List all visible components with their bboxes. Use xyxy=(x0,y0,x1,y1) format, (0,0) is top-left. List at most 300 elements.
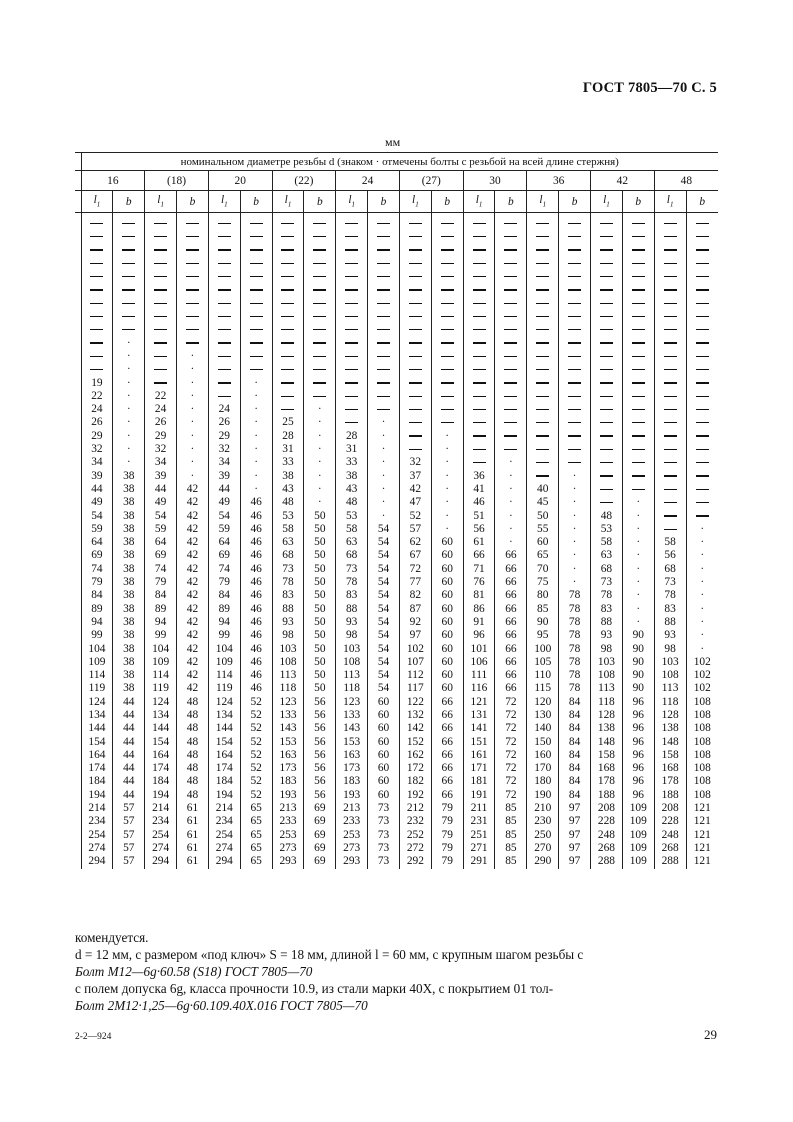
b-cell: 48 xyxy=(177,789,209,802)
l1-cell: 110 xyxy=(527,669,559,682)
dash-mark xyxy=(536,289,549,290)
dash-mark xyxy=(154,316,167,317)
l1-cell xyxy=(463,297,495,310)
b-cell: 50 xyxy=(304,523,336,536)
b-cell: 72 xyxy=(495,789,527,802)
b-cell: · xyxy=(240,377,272,390)
l1-cell: 173 xyxy=(272,762,304,775)
l1-cell: 22 xyxy=(145,390,177,403)
l1-cell: 40 xyxy=(527,483,559,496)
l1-cell: 154 xyxy=(81,736,113,749)
b-cell: 42 xyxy=(177,656,209,669)
dash-mark xyxy=(473,382,486,383)
b-cell: 73 xyxy=(368,855,400,868)
b-cell: 57 xyxy=(113,802,145,815)
dash-mark xyxy=(409,422,422,423)
b-cell: 66 xyxy=(495,589,527,602)
l1-cell: 234 xyxy=(81,815,113,828)
l1-cell: 144 xyxy=(81,722,113,735)
l1-cell: 73 xyxy=(654,576,686,589)
l1-cell xyxy=(591,390,623,403)
b-cell xyxy=(559,283,591,296)
dash-mark xyxy=(568,356,581,357)
dash-mark xyxy=(536,409,549,410)
b-cell: 90 xyxy=(622,682,654,695)
dash-mark xyxy=(473,276,486,277)
dash-mark xyxy=(568,422,581,423)
l1-cell: 50 xyxy=(527,510,559,523)
b-cell xyxy=(495,213,527,231)
b-cell: · xyxy=(304,483,336,496)
l1-cell xyxy=(654,510,686,523)
b-cell xyxy=(304,310,336,323)
dash-mark xyxy=(122,303,135,304)
b-cell xyxy=(622,283,654,296)
b-cell: 60 xyxy=(368,775,400,788)
table-row xyxy=(75,589,718,602)
l1-cell: 88 xyxy=(654,616,686,629)
l1-cell: 119 xyxy=(81,682,113,695)
l1-cell xyxy=(463,443,495,456)
dash-mark xyxy=(473,449,486,450)
dash-mark xyxy=(313,303,326,304)
dash-mark xyxy=(504,342,517,343)
dash-mark xyxy=(600,502,613,503)
l1-cell: 98 xyxy=(336,629,368,642)
b-cell: · xyxy=(622,523,654,536)
b-cell xyxy=(304,377,336,390)
b-cell: 44 xyxy=(113,789,145,802)
dash-mark xyxy=(600,356,613,357)
b-cell: 66 xyxy=(495,656,527,669)
l1-cell xyxy=(527,377,559,390)
l1-cell: 124 xyxy=(145,696,177,709)
b-cell xyxy=(495,310,527,323)
b-cell: 38 xyxy=(113,629,145,642)
l1-cell xyxy=(145,297,177,310)
dash-mark xyxy=(218,263,231,264)
l1-cell xyxy=(591,310,623,323)
b-cell xyxy=(240,230,272,243)
l1-cell: 213 xyxy=(336,802,368,815)
l1-cell: 36 xyxy=(463,470,495,483)
dash-mark xyxy=(345,263,358,264)
table-row xyxy=(75,603,718,616)
dash-mark xyxy=(186,289,199,290)
dash-mark xyxy=(504,369,517,370)
l1-cell: 68 xyxy=(654,563,686,576)
dash-mark xyxy=(313,396,326,397)
l1-cell: 54 xyxy=(208,510,240,523)
b-cell xyxy=(368,337,400,350)
b-cell xyxy=(495,443,527,456)
l1-cell xyxy=(463,310,495,323)
b-cell: 38 xyxy=(113,682,145,695)
b-cell: 54 xyxy=(368,536,400,549)
dash-mark xyxy=(696,223,709,224)
b-cell: 44 xyxy=(113,736,145,749)
l1-cell: 51 xyxy=(463,510,495,523)
l1-cell: 84 xyxy=(81,589,113,602)
dash-mark xyxy=(536,249,549,250)
col-b-header: b xyxy=(304,191,336,213)
b-cell: 108 xyxy=(686,762,718,775)
col-l1-header: $l_1$ xyxy=(527,191,559,213)
l1-cell: 228 xyxy=(591,815,623,828)
dash-mark xyxy=(473,369,486,370)
b-cell xyxy=(368,323,400,336)
dash-mark xyxy=(536,422,549,423)
b-cell: 66 xyxy=(431,749,463,762)
l1-cell xyxy=(654,403,686,416)
dash-mark xyxy=(186,303,199,304)
b-cell: 121 xyxy=(686,829,718,842)
dash-mark xyxy=(409,236,422,237)
l1-cell: 32 xyxy=(81,443,113,456)
b-cell xyxy=(686,416,718,429)
dash-mark xyxy=(345,276,358,277)
dash-mark xyxy=(664,303,677,304)
b-cell: · xyxy=(113,390,145,403)
b-cell xyxy=(368,403,400,416)
dash-mark xyxy=(250,356,263,357)
b-cell xyxy=(431,323,463,336)
b-cell: 78 xyxy=(559,629,591,642)
table-row xyxy=(75,669,718,682)
l1-cell: 53 xyxy=(336,510,368,523)
dash-mark xyxy=(154,263,167,264)
dash-mark xyxy=(536,356,549,357)
l1-cell xyxy=(654,523,686,536)
b-cell: · xyxy=(431,510,463,523)
b-cell: 121 xyxy=(686,842,718,855)
dash-mark xyxy=(441,289,454,290)
l1-cell: 234 xyxy=(208,815,240,828)
b-cell: 72 xyxy=(495,762,527,775)
b-cell: 60 xyxy=(431,536,463,549)
l1-cell: 274 xyxy=(81,842,113,855)
l1-cell xyxy=(81,323,113,336)
l1-cell: 32 xyxy=(145,443,177,456)
table-caption: номинальном диаметре резьбы d (знаком · отмечены болты с резьбой на всей длине стержня) xyxy=(81,153,718,171)
dash-mark xyxy=(568,303,581,304)
b-cell: · xyxy=(177,443,209,456)
b-cell: 66 xyxy=(495,616,527,629)
l1-cell: 63 xyxy=(272,536,304,549)
l1-cell xyxy=(145,323,177,336)
dash-mark xyxy=(122,329,135,330)
dash-mark xyxy=(313,236,326,237)
b-cell: 38 xyxy=(113,589,145,602)
b-cell: · xyxy=(368,470,400,483)
b-cell: 56 xyxy=(304,775,336,788)
l1-cell xyxy=(145,310,177,323)
b-cell: · xyxy=(240,430,272,443)
b-cell xyxy=(431,244,463,257)
l1-cell xyxy=(208,390,240,403)
l1-cell: 34 xyxy=(208,456,240,469)
b-cell: 44 xyxy=(113,762,145,775)
b-cell: 65 xyxy=(240,829,272,842)
l1-cell xyxy=(272,283,304,296)
dash-mark xyxy=(281,289,294,290)
l1-cell: 268 xyxy=(654,842,686,855)
l1-cell: 150 xyxy=(527,736,559,749)
dash-mark xyxy=(473,462,486,463)
dash-mark xyxy=(473,303,486,304)
b-cell: 60 xyxy=(368,789,400,802)
b-cell: · xyxy=(240,416,272,429)
dash-mark xyxy=(154,356,167,357)
b-cell xyxy=(622,244,654,257)
l1-cell xyxy=(399,323,431,336)
b-cell: · xyxy=(622,589,654,602)
l1-cell: 48 xyxy=(336,496,368,509)
dash-mark xyxy=(409,223,422,224)
b-cell xyxy=(431,416,463,429)
dash-mark xyxy=(218,342,231,343)
dash-mark xyxy=(345,236,358,237)
b-cell xyxy=(113,257,145,270)
b-cell xyxy=(177,310,209,323)
l1-cell xyxy=(399,416,431,429)
l1-cell xyxy=(591,363,623,376)
dash-mark xyxy=(441,263,454,264)
l1-cell: 122 xyxy=(399,696,431,709)
dash-mark xyxy=(568,236,581,237)
dash-mark xyxy=(536,303,549,304)
b-cell: · xyxy=(431,523,463,536)
table-row xyxy=(75,789,718,802)
dash-mark xyxy=(441,422,454,423)
l1-cell xyxy=(336,323,368,336)
l1-cell xyxy=(399,350,431,363)
b-cell: 38 xyxy=(113,496,145,509)
l1-cell xyxy=(527,416,559,429)
dash-mark xyxy=(345,409,358,410)
dash-mark xyxy=(664,356,677,357)
l1-cell: 143 xyxy=(336,722,368,735)
dash-mark xyxy=(696,449,709,450)
l1-cell: 86 xyxy=(463,603,495,616)
l1-cell: 104 xyxy=(208,643,240,656)
b-cell: 46 xyxy=(240,576,272,589)
b-cell xyxy=(431,390,463,403)
l1-cell xyxy=(272,363,304,376)
dash-mark xyxy=(664,422,677,423)
b-cell xyxy=(559,297,591,310)
l1-cell: 83 xyxy=(272,589,304,602)
dash-mark xyxy=(90,369,103,370)
l1-cell: 271 xyxy=(463,842,495,855)
l1-cell: 79 xyxy=(208,576,240,589)
dash-mark xyxy=(377,316,390,317)
l1-cell: 210 xyxy=(527,802,559,815)
l1-cell: 29 xyxy=(81,430,113,443)
l1-cell: 133 xyxy=(272,709,304,722)
dash-mark xyxy=(696,356,709,357)
b-cell: · xyxy=(368,430,400,443)
b-cell xyxy=(622,377,654,390)
l1-cell: 93 xyxy=(654,629,686,642)
l1-cell: 102 xyxy=(399,643,431,656)
l1-cell: 158 xyxy=(591,749,623,762)
b-cell xyxy=(113,230,145,243)
b-cell xyxy=(686,213,718,231)
l1-cell: 53 xyxy=(591,523,623,536)
l1-cell: 171 xyxy=(463,762,495,775)
dash-mark xyxy=(600,449,613,450)
l1-cell: 268 xyxy=(591,842,623,855)
dash-mark xyxy=(441,342,454,343)
l1-cell xyxy=(654,483,686,496)
b-cell: 66 xyxy=(495,682,527,695)
b-cell: 108 xyxy=(686,775,718,788)
l1-cell: 270 xyxy=(527,842,559,855)
dash-mark xyxy=(90,356,103,357)
b-cell xyxy=(495,270,527,283)
l1-cell xyxy=(208,350,240,363)
l1-cell: 168 xyxy=(654,762,686,775)
b-cell: 85 xyxy=(495,855,527,868)
table-row xyxy=(75,709,718,722)
dash-mark xyxy=(696,435,709,436)
b-cell xyxy=(177,230,209,243)
b-cell xyxy=(686,377,718,390)
dash-mark xyxy=(632,249,645,250)
l1-cell: 213 xyxy=(272,802,304,815)
dash-mark xyxy=(568,449,581,450)
l1-cell: 233 xyxy=(272,815,304,828)
b-cell: · xyxy=(686,563,718,576)
dash-mark xyxy=(473,236,486,237)
dash-mark xyxy=(90,276,103,277)
b-cell: 60 xyxy=(431,589,463,602)
b-cell xyxy=(240,283,272,296)
b-cell: · xyxy=(431,470,463,483)
l1-cell xyxy=(591,213,623,231)
l1-cell: 103 xyxy=(654,656,686,669)
l1-cell: 113 xyxy=(654,682,686,695)
l1-cell: 252 xyxy=(399,829,431,842)
l1-cell: 57 xyxy=(399,523,431,536)
dash-mark xyxy=(377,236,390,237)
l1-cell: 118 xyxy=(336,682,368,695)
dash-mark xyxy=(504,276,517,277)
dash-mark xyxy=(473,289,486,290)
b-cell: 57 xyxy=(113,815,145,828)
b-cell: 56 xyxy=(304,709,336,722)
l1-cell xyxy=(399,363,431,376)
dash-mark xyxy=(600,475,613,476)
table-row xyxy=(75,855,718,868)
b-cell: 69 xyxy=(304,802,336,815)
b-cell: · xyxy=(177,470,209,483)
b-cell: 54 xyxy=(368,576,400,589)
l1-cell xyxy=(336,350,368,363)
l1-cell xyxy=(654,377,686,390)
dash-mark xyxy=(632,329,645,330)
l1-cell: 293 xyxy=(336,855,368,868)
dash-mark xyxy=(409,263,422,264)
l1-cell: 78 xyxy=(336,576,368,589)
table-row xyxy=(75,257,718,270)
dash-mark xyxy=(122,316,135,317)
l1-cell: 71 xyxy=(463,563,495,576)
b-cell: 84 xyxy=(559,749,591,762)
l1-cell: 118 xyxy=(591,696,623,709)
b-cell: 50 xyxy=(304,616,336,629)
l1-cell xyxy=(591,244,623,257)
dash-mark xyxy=(409,382,422,383)
dash-mark xyxy=(345,382,358,383)
dash-mark xyxy=(664,316,677,317)
b-cell xyxy=(559,270,591,283)
l1-cell: 182 xyxy=(399,775,431,788)
dash-mark xyxy=(504,316,517,317)
dash-mark xyxy=(345,316,358,317)
dash-mark xyxy=(568,276,581,277)
l1-cell: 194 xyxy=(81,789,113,802)
dash-mark xyxy=(632,396,645,397)
b-cell: · xyxy=(368,496,400,509)
l1-cell: 116 xyxy=(463,682,495,695)
l1-cell: 48 xyxy=(591,510,623,523)
dash-mark xyxy=(600,342,613,343)
dash-mark xyxy=(632,303,645,304)
dash-mark xyxy=(536,342,549,343)
l1-cell: 112 xyxy=(399,669,431,682)
dash-mark xyxy=(281,223,294,224)
b-cell: 65 xyxy=(240,802,272,815)
b-cell xyxy=(113,297,145,310)
l1-cell: 288 xyxy=(591,855,623,868)
l1-cell: 124 xyxy=(208,696,240,709)
b-cell: 96 xyxy=(622,789,654,802)
dash-mark xyxy=(568,409,581,410)
b-cell: 42 xyxy=(177,589,209,602)
b-cell: 50 xyxy=(304,536,336,549)
b-cell xyxy=(304,337,336,350)
b-cell xyxy=(304,213,336,231)
b-cell: 96 xyxy=(622,775,654,788)
b-cell: 44 xyxy=(113,749,145,762)
b-cell: 79 xyxy=(431,815,463,828)
b-cell xyxy=(495,283,527,296)
table-row xyxy=(75,749,718,762)
l1-cell: 172 xyxy=(399,762,431,775)
l1-cell: 24 xyxy=(208,403,240,416)
dash-mark xyxy=(90,329,103,330)
b-cell: 46 xyxy=(240,616,272,629)
dash-mark xyxy=(664,462,677,463)
b-cell xyxy=(368,350,400,363)
dash-mark xyxy=(504,409,517,410)
l1-cell xyxy=(208,377,240,390)
col-b-header: b xyxy=(686,191,718,213)
table-row xyxy=(75,682,718,695)
l1-cell: 173 xyxy=(336,762,368,775)
dash-mark xyxy=(409,435,422,436)
l1-cell: 105 xyxy=(527,656,559,669)
b-cell xyxy=(559,230,591,243)
b-cell xyxy=(622,230,654,243)
dash-mark xyxy=(122,289,135,290)
b-cell: · xyxy=(113,363,145,376)
l1-cell xyxy=(591,270,623,283)
l1-cell: 38 xyxy=(272,470,304,483)
l1-cell xyxy=(527,390,559,403)
